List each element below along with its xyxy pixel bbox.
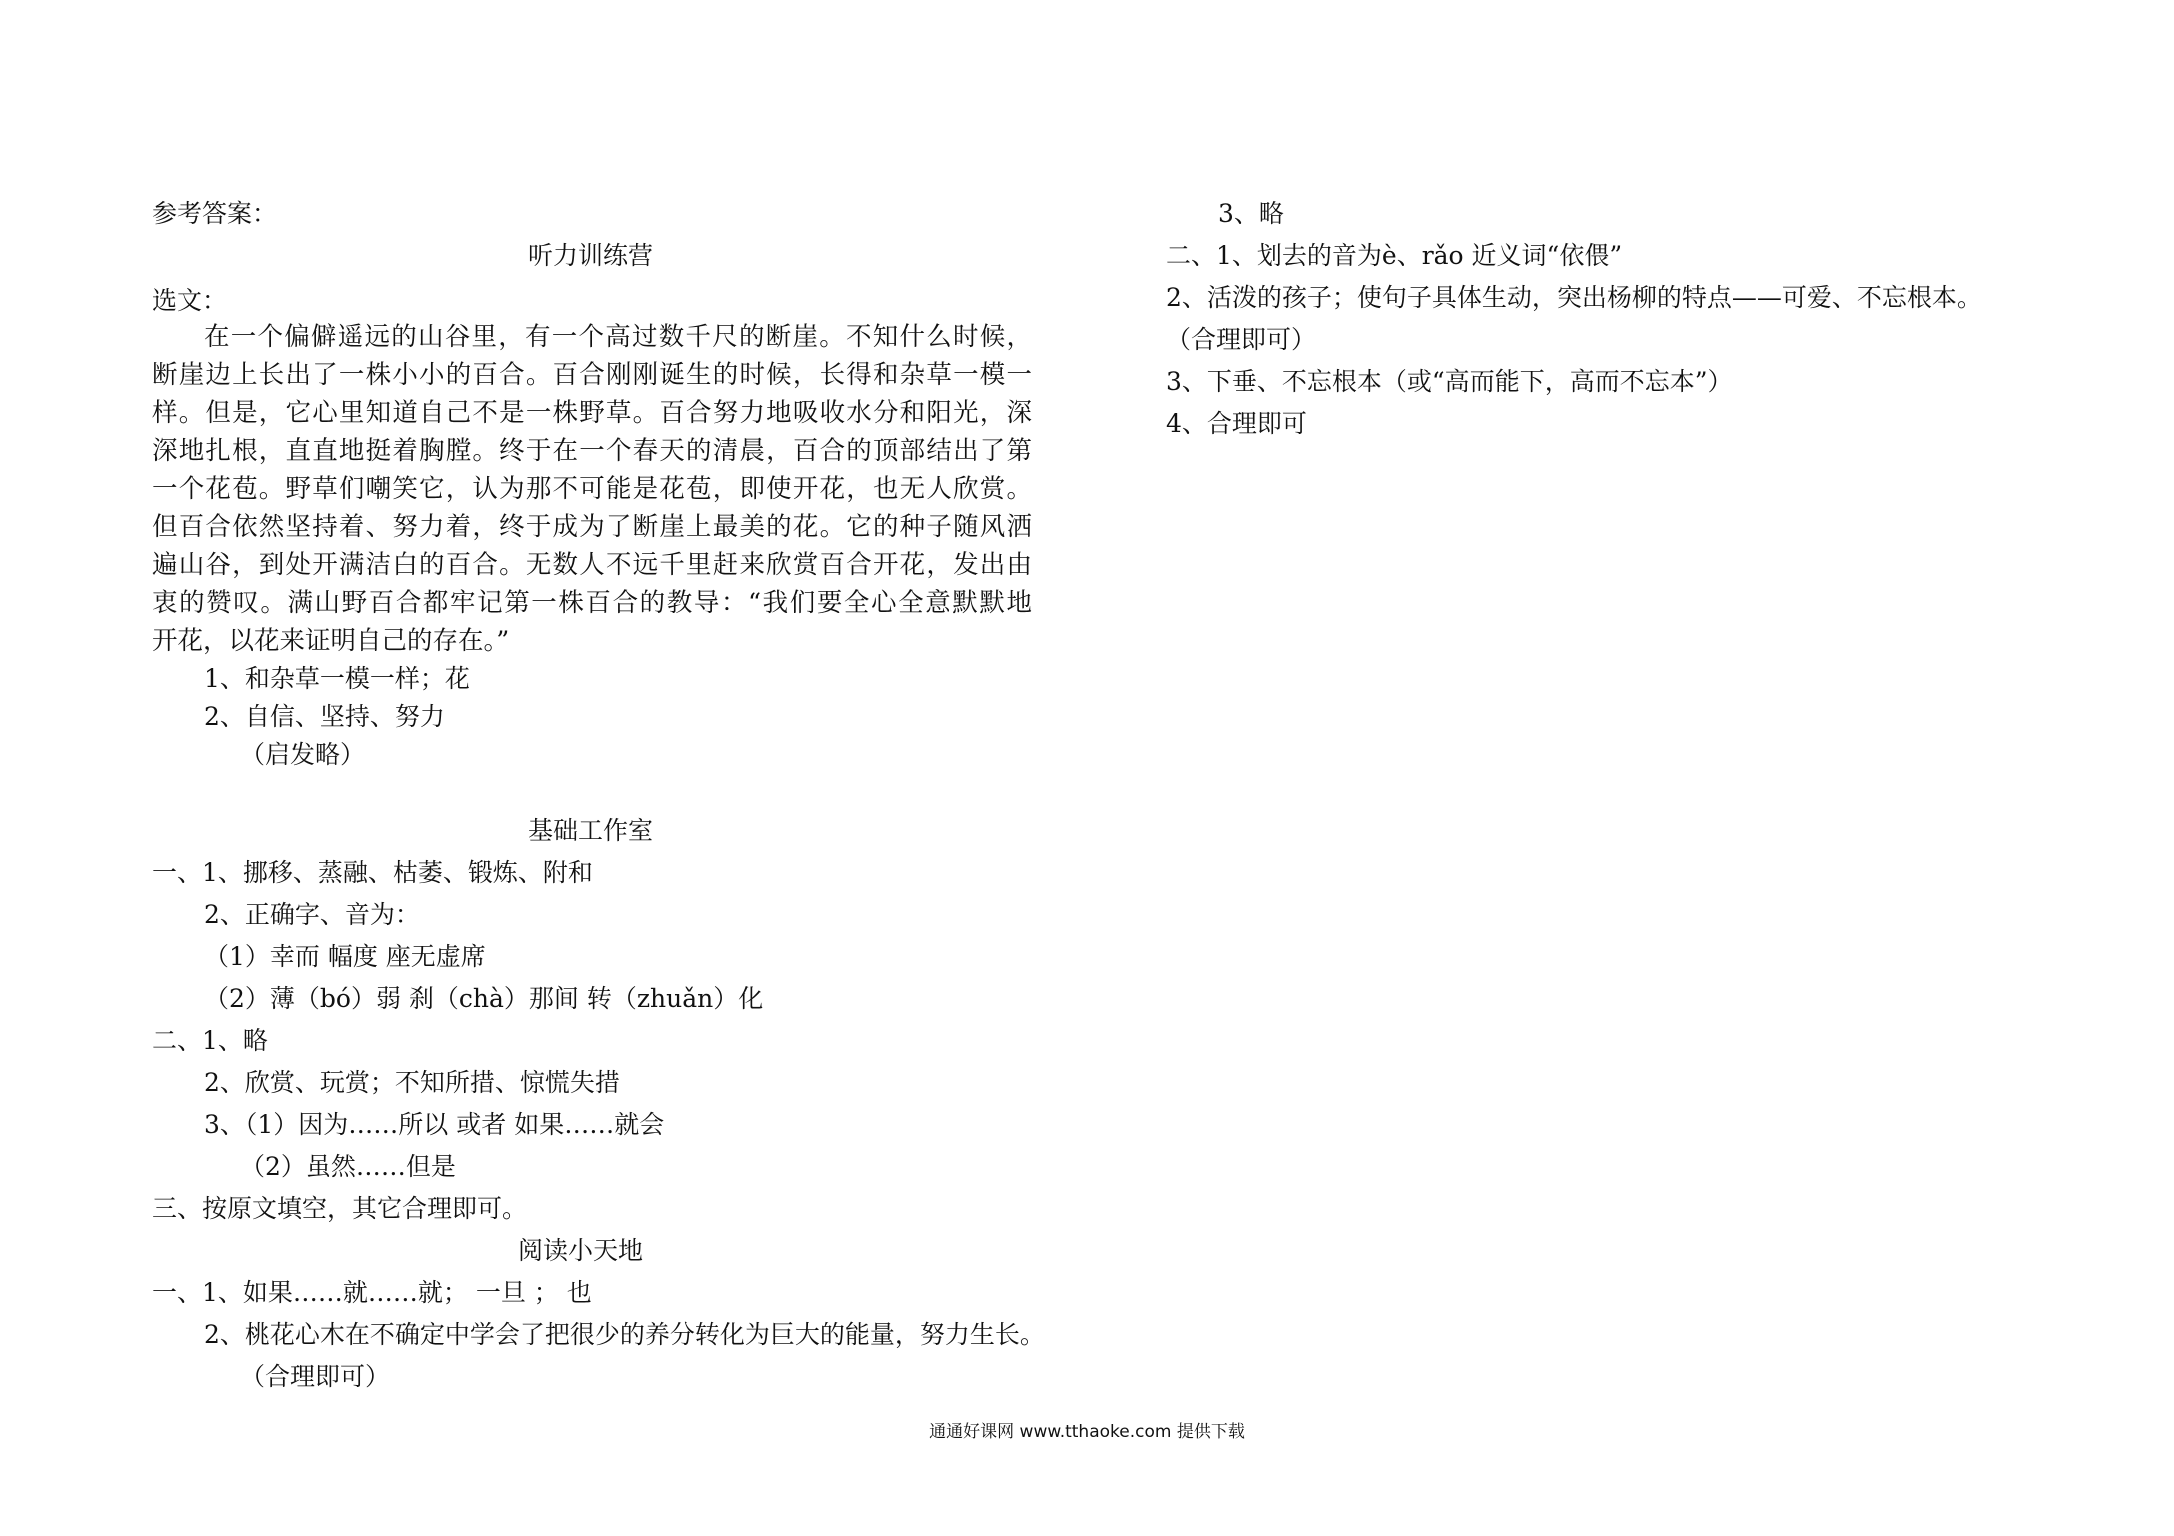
basic-line: 一、1、挪移、蒸融、枯萎、锻炼、附和 <box>152 858 593 887</box>
listening-answer-note: （启发略） <box>240 740 366 769</box>
footer-credit: 通通好课网 www.tthaoke.com 提供下载 <box>929 1422 1245 1442</box>
passage-line: 衷的赞叹。满山野百合都牢记第一株百合的教导：“我们要全心全意默默地 <box>152 588 1032 618</box>
right-line: 3、下垂、不忘根本（或“高而能下，高而不忘本”） <box>1166 367 1733 396</box>
right-line: 4、合理即可 <box>1166 409 1307 438</box>
basic-line: （2）虽然……但是 <box>240 1152 456 1181</box>
basic-line: 2、正确字、音为： <box>204 900 420 929</box>
listening-answer-1: 1、和杂草一模一样；花 <box>204 664 470 693</box>
passage-line: 一个花苞。野草们嘲笑它，认为那不可能是花苞，即使开花，也无人欣赏。 <box>152 474 1032 504</box>
passage-line: 样。但是，它心里知道自己不是一株野草。百合努力地吸收水分和阳光，深 <box>152 398 1032 428</box>
basic-section-heading: 基础工作室 <box>528 816 654 845</box>
right-line: 3、略 <box>1218 199 1284 228</box>
basic-line: （2）薄（bó）弱 刹（chà）那间 转（zhuǎn）化 <box>204 984 764 1013</box>
passage-label: 选文： <box>152 286 228 315</box>
reference-answers-title: 参考答案： <box>152 199 278 228</box>
passage-line: 但百合依然坚持着、努力着，终于成为了断崖上最美的花。它的种子随风洒 <box>152 512 1032 542</box>
right-line: （合理即可） <box>1166 325 1317 354</box>
basic-line: 三、按原文填空，其它合理即可。 <box>152 1194 528 1223</box>
basic-line: （1）幸而 幅度 座无虚席 <box>204 942 486 971</box>
passage-line: 遍山谷，到处开满洁白的百合。无数人不远千里赶来欣赏百合开花，发出由 <box>152 550 1032 580</box>
basic-line: 2、欣赏、玩赏；不知所措、惊慌失措 <box>204 1068 620 1097</box>
reading-line: 一、1、如果……就……就； 一旦 ； 也 <box>152 1278 592 1307</box>
basic-line: 3、（1）因为……所以 或者 如果……就会 <box>204 1110 665 1139</box>
basic-line: 二、1、略 <box>152 1026 268 1055</box>
reading-section-heading: 阅读小天地 <box>518 1236 644 1265</box>
passage-line: 断崖边上长出了一株小小的百合。百合刚刚诞生的时候，长得和杂草一模一 <box>152 360 1032 390</box>
passage-line: 开花，以花来证明自己的存在。” <box>152 626 510 656</box>
passage-line: 在一个偏僻遥远的山谷里，有一个高过数千尺的断崖。不知什么时候， <box>204 322 1032 352</box>
reading-line: 2、桃花心木在不确定中学会了把很少的养分转化为巨大的能量，努力生长。 <box>204 1320 1045 1349</box>
right-line: 二、1、划去的音为è、rǎo 近义词“依偎” <box>1166 241 1623 270</box>
passage-line: 深地扎根，直直地挺着胸膛。终于在一个春天的清晨，百合的顶部结出了第 <box>152 436 1032 466</box>
reading-line: （合理即可） <box>240 1362 391 1391</box>
listening-section-heading: 听力训练营 <box>528 241 654 270</box>
right-line: 2、活泼的孩子；使句子具体生动，突出杨柳的特点——可爱、不忘根本。 <box>1166 283 1982 312</box>
listening-answer-2: 2、自信、坚持、努力 <box>204 702 445 731</box>
